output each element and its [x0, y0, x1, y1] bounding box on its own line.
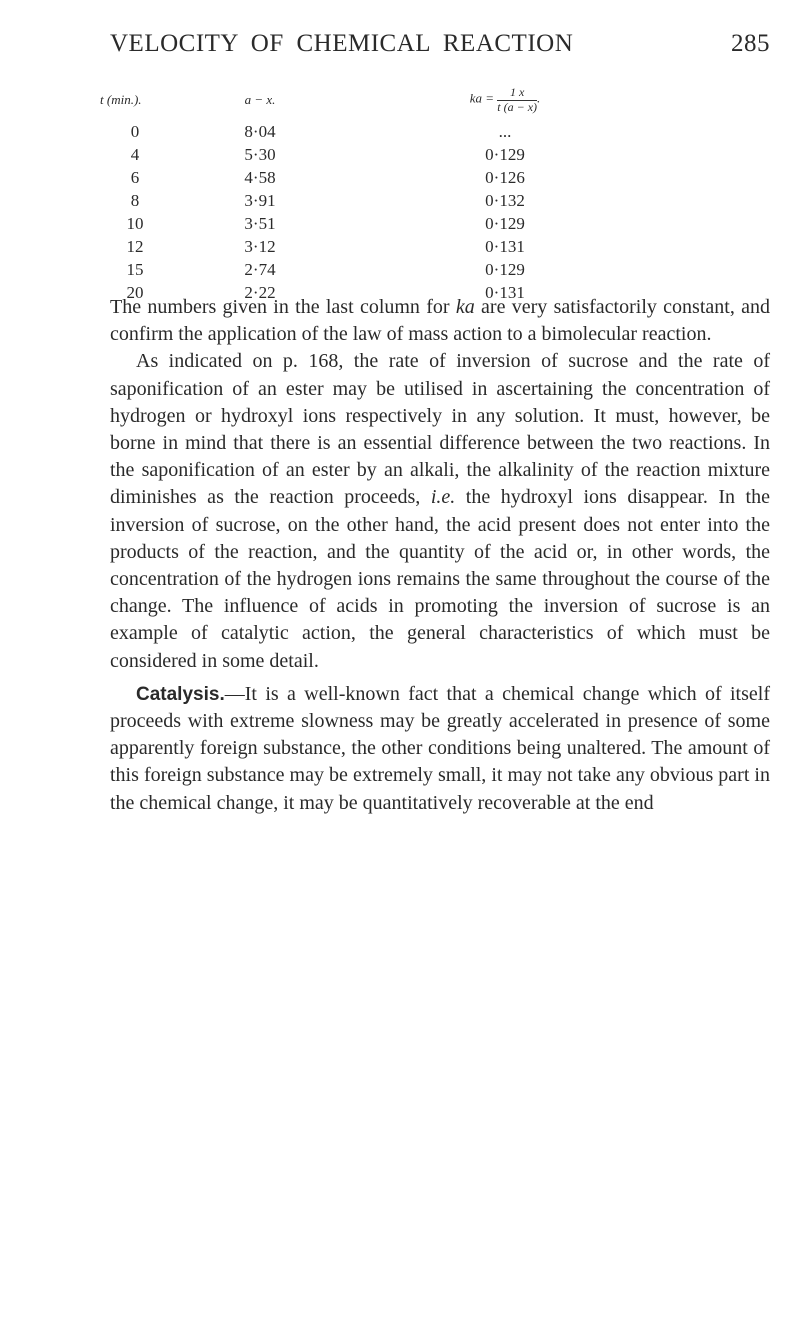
header-ka-numerator: 1 x	[497, 86, 537, 100]
cell-ka: 0·129	[485, 144, 525, 164]
paragraph-1	[110, 294, 770, 348]
cell-ka: 0·129	[485, 213, 525, 233]
paragraph-2-text-a: As indicated on p. 168, the rate of inversion of sucrose and the rate of saponification of an ester may be utilised in ascertaining the concentration of hydrogen or hydroxyl ions respectively in any solution. It must, however, be borne in mind that there is an essential difference between the two reactions. In the saponification of an ester by an alkali, the alkalinity of the reaction mixture diminishes as the reaction proceeds,	[110, 350, 770, 509]
header-ka	[350, 80, 660, 120]
paragraph-2-text-b: the hydroxyl ions disappear. In the inversion of sucrose, on the other hand, the acid present does not enter into the products of the reaction, and the quantity of the acid or, in other words, the concentration of the hydrogen ions remains the same throughout the course of the change. The influence of acids in promoting the inversion of sucrose is an example of catalytic action, the general characteristics of which must be considered in some detail.	[110, 486, 770, 672]
cell-a-minus-x: 5·30	[244, 144, 276, 164]
header-ka-prefix: ka =	[469, 90, 495, 106]
cell-time: 0	[130, 121, 140, 141]
table-row	[100, 189, 660, 212]
cell-ka: 0·126	[485, 167, 525, 187]
cell-a-minus-x: 3·51	[244, 213, 276, 233]
cell-ka: ...	[498, 121, 512, 141]
paragraph-1-ka: ka	[455, 296, 475, 318]
table-row	[100, 143, 660, 166]
table-row	[100, 166, 660, 189]
data-table	[100, 80, 660, 304]
cell-ka: 0·129	[485, 259, 525, 279]
cell-a-minus-x: 2·74	[244, 259, 276, 279]
cell-ka: 0·131	[485, 282, 525, 302]
cell-time: 4	[130, 144, 140, 164]
paragraph-3	[110, 681, 770, 817]
table-row	[100, 120, 660, 143]
cell-a-minus-x: 3·91	[244, 190, 276, 210]
section-heading-catalysis: Catalysis.	[136, 683, 225, 705]
cell-a-minus-x: 3·12	[244, 236, 276, 256]
table-row	[100, 212, 660, 235]
running-head-title: VELOCITY OF CHEMICAL REACTION	[110, 30, 574, 57]
table-header-row	[100, 80, 660, 120]
cell-time: 12	[126, 236, 144, 256]
cell-time: 20	[126, 282, 144, 302]
cell-ka: 0·132	[485, 190, 525, 210]
cell-time: 8	[130, 190, 140, 210]
cell-ka: 0·131	[485, 236, 525, 256]
cell-a-minus-x: 8·04	[244, 121, 276, 141]
paragraph-2-ie: i.e.	[430, 486, 456, 509]
page-number: 285	[731, 30, 770, 57]
header-time: t (min.).	[100, 92, 142, 107]
cell-a-minus-x: 2·22	[244, 282, 276, 302]
paragraph-3-text: —It is a well-known fact that a chemical change which of itself proceeds with extreme slowness may be greatly accelerated in presence of some apparently foreign substance, the other conditions being unaltered. The amount of this foreign substance may be extremely small, it may not take any obvious part in the chemical change, it may be quantitatively recoverable at the end	[110, 682, 770, 814]
body-text	[110, 294, 770, 817]
cell-a-minus-x: 4·58	[244, 167, 276, 187]
table-row	[100, 235, 660, 258]
paragraph-1-text-a: The numbers given in the last column for	[110, 296, 456, 318]
header-a-minus-x: a − x.	[244, 92, 276, 107]
header-ka-suffix: .	[537, 90, 541, 106]
header-ka-fraction	[497, 86, 537, 113]
paragraph-2	[110, 348, 770, 674]
cell-time: 10	[126, 213, 144, 233]
cell-time: 6	[130, 167, 140, 187]
header-ka-denominator: t (a − x)	[497, 99, 538, 114]
paragraph-1-text-b: are very satisfactorily constant, and confirm the application of the law of mass action to a bimolecular reaction.	[110, 296, 771, 346]
table-row	[100, 258, 660, 281]
cell-time: 15	[126, 259, 144, 279]
